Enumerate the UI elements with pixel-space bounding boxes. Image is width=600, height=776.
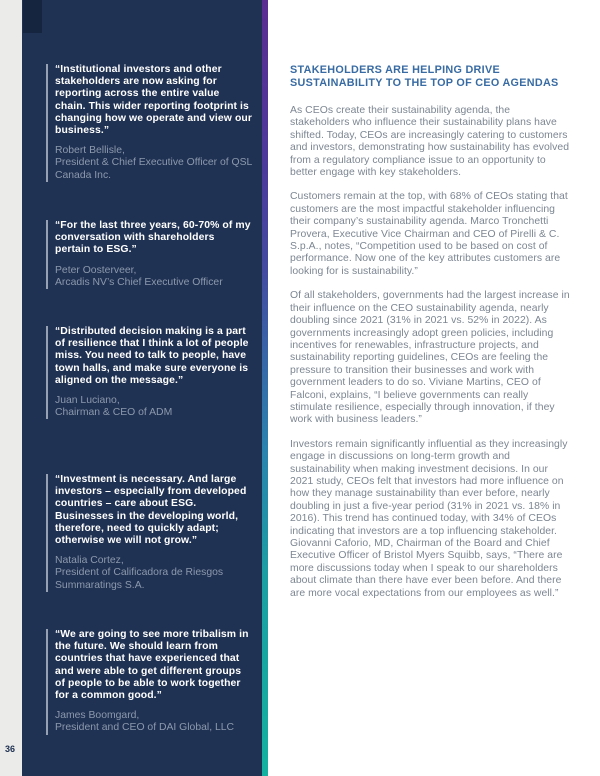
quote-block xyxy=(46,474,252,592)
article-paragraph: As CEOs create their sustainability agenda, the stakeholders who influence their sustainability plans have shifted. Today, CEOs are increasingly catering to customers and investors, demonstrating how sustainability has evolved from a regulatory compliance issue to an opportunity to better engage with key stakeholders. xyxy=(290,105,570,179)
quote-text: “Distributed decision making is a part of resilience that I think a lot of people miss. You need to talk to people, have town halls, and make sure everyone is aligned on the message.” xyxy=(55,326,249,386)
article-paragraph: Investors remain significantly influential as they increasingly engage in discussions on long-term growth and sustainability when making investment decisions. In our 2021 study, CEOs felt that investors had more influence on how they manage sustainability than ever before, nearly doubling in just a five-year period (31% in 2021 vs. 18% in 2016). This trend has continued today, with 34% of CEOs indicating that investors are a top influencing stakeholder. Giovanni Caforio, MD, Chairman of the Board and Chief Executive Officer of Bristol Myers Squibb, says, “There are more discussions today when I speak to our shareholders about climate than there have ever been before. And there are more vocal expectations from our employees as well.” xyxy=(290,438,568,599)
quote-attribution xyxy=(55,710,252,734)
quote-author-title: Chairman & CEO of ADM xyxy=(55,407,173,419)
quote-author-name: Peter Oosterveer, xyxy=(55,264,137,276)
page-number: 36 xyxy=(5,744,16,754)
quote-author-title: President and CEO of DAI Global, LLC xyxy=(55,722,235,734)
gradient-accent-strip xyxy=(262,0,268,776)
quote-text: “For the last three years, 60-70% of my conversation with shareholders pertain to ESG.” xyxy=(55,220,251,256)
quote-block xyxy=(46,220,252,289)
quote-sidebar-panel xyxy=(22,0,262,776)
article-column xyxy=(290,64,570,612)
quote-attribution xyxy=(55,555,252,592)
quote-author-title: President of Calificadora de Riesgos Summaratings S.A. xyxy=(55,567,224,591)
quote-author-title: Arcadis NV’s Chief Executive Officer xyxy=(55,276,223,288)
article-paragraph: Customers remain at the top, with 68% of CEOs stating that customers are the most impactful stakeholder influencing their company’s sustainability agenda. Marco Tronchetti Provera, Executive Vice Chairman and CEO of Pirelli & C. S.p.A., notes, “Competition used to be based on cost of performance. Now one of the key attributes customers are looking for is sustainability.” xyxy=(290,191,568,277)
page-edge-margin xyxy=(0,0,22,776)
quote-block xyxy=(46,64,252,182)
quote-text: “We are going to see more tribalism in the future. We should learn from countries that have experienced that and were able to get different groups of people to be able to work together for a common good.” xyxy=(55,629,249,702)
quote-author-name: Robert Bellisle, xyxy=(55,145,125,157)
quote-author-title: President & Chief Executive Officer of QSL Canada Inc. xyxy=(55,157,252,181)
quote-attribution xyxy=(55,395,252,419)
quote-author-name: James Boomgard, xyxy=(55,710,140,722)
article-paragraph: Of all stakeholders, governments had the largest increase in their influence on the CEO sustainability agenda, nearly doubling since 2021 (31% in 2021 vs. 52% in 2022). As governments increasingly adopt green policies, including incentives for renewables, infrastructure projects, and sustainability reporting guidelines, CEOs are feeling the pressure to transition their businesses and work with government leaders to do so. Viviane Martins, CEO of Falconi, explains, “I believe governments can really stimulate resilience, especially through innovation, if they work with business leaders.” xyxy=(290,290,570,426)
quote-attribution xyxy=(55,145,252,182)
quote-text: “Investment is necessary. And large investors – especially from developed countries – care about ESG. Businesses in the developing world, therefore, need to quickly adapt; otherwise we will not grow.” xyxy=(55,474,247,547)
panel-corner-tab xyxy=(23,0,42,33)
quote-attribution xyxy=(55,265,252,289)
quote-block xyxy=(46,629,252,735)
article-heading: STAKEHOLDERS ARE HELPING DRIVE SUSTAINABILITY TO THE TOP OF CEO AGENDAS xyxy=(290,64,559,89)
quote-block xyxy=(46,326,252,419)
quote-author-name: Natalia Cortez, xyxy=(55,555,124,567)
quote-text: “Institutional investors and other stakeholders are now asking for reporting across the entire value chain. This wider reporting footprint is changing how we operate and view our business.” xyxy=(55,64,253,137)
quote-author-name: Juan Luciano, xyxy=(55,395,120,407)
